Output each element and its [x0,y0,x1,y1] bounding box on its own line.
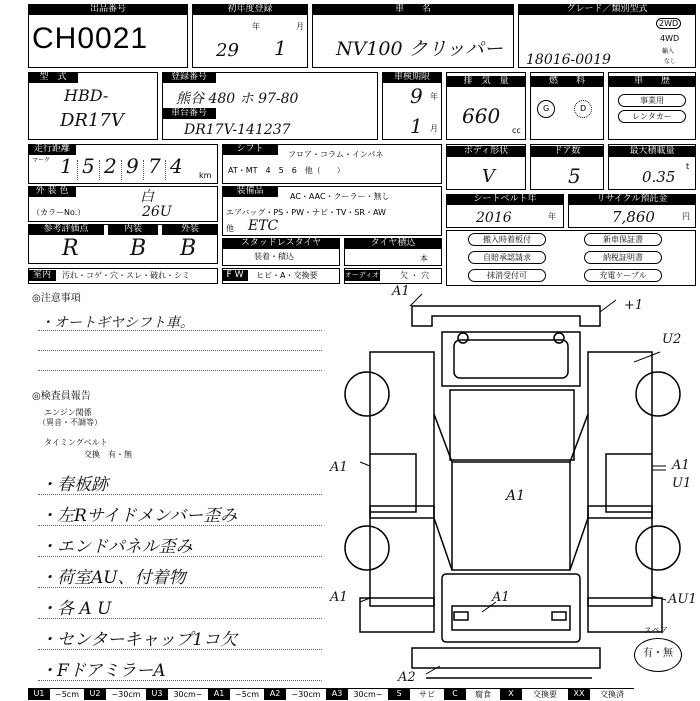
fuel-g: G [543,104,550,113]
legend-key: A2 [264,688,286,700]
scores-exterior-label: 外装 [162,224,218,235]
drive-2wd: 2WD [656,18,681,29]
tire-label: タイヤ積込 [344,238,442,249]
inspection-month: 1 [410,114,423,138]
legend-value: 腐食 [466,688,500,700]
inspection-label: 車検期限 [382,72,442,83]
score-exterior: B [180,236,197,261]
inspection-year: 9 [410,84,423,108]
timing-label: タイミングベルト [44,438,108,447]
mark-front-right: +1 [624,298,644,313]
grade-value: 18016-0019 [526,52,611,68]
fuel-label: 燃 料 [530,76,604,87]
first-reg-year-unit: 年 [252,22,260,31]
mileage-separator [143,160,144,180]
legend-key: S [388,688,410,700]
car-name: NV100 クリッパー [336,38,503,60]
note-line [38,330,322,331]
note-line [38,525,322,526]
doors-label: ドア数 [530,146,604,157]
history-rental: レンタカー [618,110,686,123]
equipment-label: 装備品 [222,186,278,197]
score-interior: B [130,236,147,261]
inspection-month-unit: 月 [430,124,438,133]
mileage-digit: 2 [104,154,117,178]
legend-value: ~30cm [286,688,326,700]
inspection-year-unit: 年 [430,92,438,101]
report-item: ・センターキャップ1コ欠 [40,630,238,650]
legend-key: A3 [326,688,348,700]
model-line1: HBD- [64,86,109,105]
caution-text: ・オートギヤシフト車。 [40,315,194,331]
drive-note2: なし [664,58,677,65]
recycle-label: リサイクル預託金 [568,194,696,205]
mark-left-lower: A1 [330,590,348,605]
mileage-digit: 4 [170,154,183,178]
model-label: 型 式 [28,72,78,83]
report-item: ・各 A U [40,599,112,619]
fw-label: F W [222,270,248,281]
report-item: ・荷室AU、付着物 [40,568,186,588]
doc-charger: 充電ケーブル [584,269,662,282]
studless-options: 装着・積込 [254,252,294,261]
mileage-separator [121,160,122,180]
note-line [38,494,322,495]
history-business: 事業用 [618,94,686,107]
legend-value: ~5cm [50,688,84,700]
grade-label: グレード／類別型式 [518,4,696,15]
legend-key: U1 [28,688,50,700]
reg-value: 熊谷 480 ホ 97-80 [176,91,299,107]
engine-label: エンジン関係 [44,408,92,417]
model-line2: DR17V [60,110,124,131]
first-reg-label: 初年度登録 [192,4,308,15]
spare-value: 有・無 [643,648,673,659]
mark-front-top: A1 [392,284,410,299]
mileage-separator [99,160,100,180]
mark-right-mid-u: U1 [672,476,692,491]
mark-right-upper: U2 [662,332,682,347]
reg-label: 登録番号 [162,72,216,83]
mark-right-mid-a: A1 [672,458,690,473]
shift-options: フロア・コラム・インパネ [288,150,384,159]
report-item: ・エンドパネル歪み [40,537,193,557]
doors-value: 5 [568,164,581,188]
note-line [38,680,322,681]
body-value: V [482,166,495,187]
legend-value: 交換済 [590,688,634,700]
color-value: 白 [140,189,154,205]
mileage-separator [77,160,78,180]
first-reg-month: 1 [274,36,287,60]
seatbelt-unit: 年 [548,212,556,221]
audio-items: 欠 ・ 穴 [400,271,430,280]
legend-value: 交換要 [522,688,568,700]
caution-label: ◎注意事項 [32,293,81,304]
mark-center: A1 [506,488,526,504]
legend-key: XX [568,688,590,700]
legend-value: ~30cm [106,688,146,700]
shift-label: シフト [222,144,278,155]
doc-erase: 抹消受付可 [468,269,546,282]
legend-key: X [500,688,522,700]
capacity-unit: t [686,162,690,171]
body-label: ボディ形状 [446,146,526,157]
chassis-label: 車台番号 [162,108,216,119]
engine-sub: （異音・不調等） [38,418,102,427]
scores-interior-label: 内装 [108,224,158,235]
chassis-value: DR17V-141237 [184,122,291,138]
mileage-digit: 5 [82,154,95,178]
legend-key: A1 [208,688,230,700]
note-line [38,649,322,650]
equipment-options: エアバッグ・PS・PW・ナビ・TV・SR・AW [226,208,386,217]
mark-rear-bottom: A2 [398,670,416,685]
legend-value: ~5cm [230,688,264,700]
score-ref: R [62,236,79,261]
drive-4wd: 4WD [660,34,680,43]
history-label: 車 歴 [608,76,696,87]
etc-label: 他 [226,224,234,233]
doc-carry-in: 搬入時着板付 [468,233,546,246]
doc-warranty: 新車保証書 [584,233,662,246]
color-label: 外 装 色 [28,186,76,197]
mark-left-mid: A1 [330,460,348,475]
mileage-unit: km [199,171,212,180]
recycle-unit: 円 [682,212,690,221]
drive-note: 輸入 [662,48,675,55]
note-line [38,350,322,351]
legend-value: 30cm~ [168,688,208,700]
doc-self-approve: 自賠承認請求 [468,251,546,264]
capacity-value: 0.35 [642,168,676,186]
report-item: ・FドアミラーA [40,661,166,681]
mark-rear-center: A1 [492,590,510,605]
mark-right-lower: AU1 [668,592,697,607]
first-reg-month-unit: 月 [296,22,304,31]
first-reg-year: 29 [216,40,239,61]
note-line [38,370,322,371]
recycle-value: 7,860 [612,208,655,226]
legend-value: 30cm~ [348,688,388,700]
report-item: ・左Rサイドメンバー歪み [40,506,238,526]
aircon-options: AC・AAC・クーラー・無し [290,192,390,201]
fuel-d: D [580,104,587,113]
lot-label: 出品番号 [28,4,188,15]
note-line [38,618,322,619]
audio-label: オーディオ [344,271,380,279]
report-item: ・春板跡 [40,475,108,495]
seatbelt-label: シートベルト年 [446,194,564,205]
report-label: ◎検査員報告 [32,391,91,402]
capacity-label: 最大積載量 [608,146,696,157]
legend-key: C [444,688,466,700]
tire-value: 本 [420,254,428,263]
fw-items: ヒビ・A・交換要 [256,271,318,280]
scores-ref-label: 参考評価点 [28,224,104,235]
mileage-digit: 1 [60,154,73,178]
interior-items: 汚れ・コゲ・穴・スレ・破れ・シミ [62,271,190,280]
note-line [38,587,322,588]
legend-key: U2 [84,688,106,700]
mileage-label: 走行距離 [28,144,76,155]
displacement-label: 排 気 量 [446,76,526,87]
legend-key: U3 [146,688,168,700]
color-code-label: （カラーNo.） [32,208,86,217]
mileage-mark: マーク [32,157,51,164]
seatbelt-value: 2016 [476,210,512,226]
interior-label: 室内 [28,270,56,281]
color-code-value: 26U [142,204,172,220]
shift-trans: AT・MT 4 5 6 他（ ） [228,166,345,175]
doc-tax-cert: 納税証明書 [584,251,662,264]
etc-value: ETC [248,218,279,234]
studless-label: スタッドレスタイヤ [222,238,340,249]
displacement-unit: cc [512,126,521,135]
mileage-digit: 7 [148,154,161,178]
legend-value: サビ [410,688,444,700]
auction-number: CH0021 [32,22,149,55]
mileage-digit: 9 [126,154,139,178]
mileage-separator [165,160,166,180]
timing-options: 交換 有・無 [84,450,132,459]
note-line [38,556,322,557]
displacement-value: 660 [462,104,501,128]
spare-label: スペア [644,626,668,635]
car-name-label: 車 名 [312,4,514,15]
